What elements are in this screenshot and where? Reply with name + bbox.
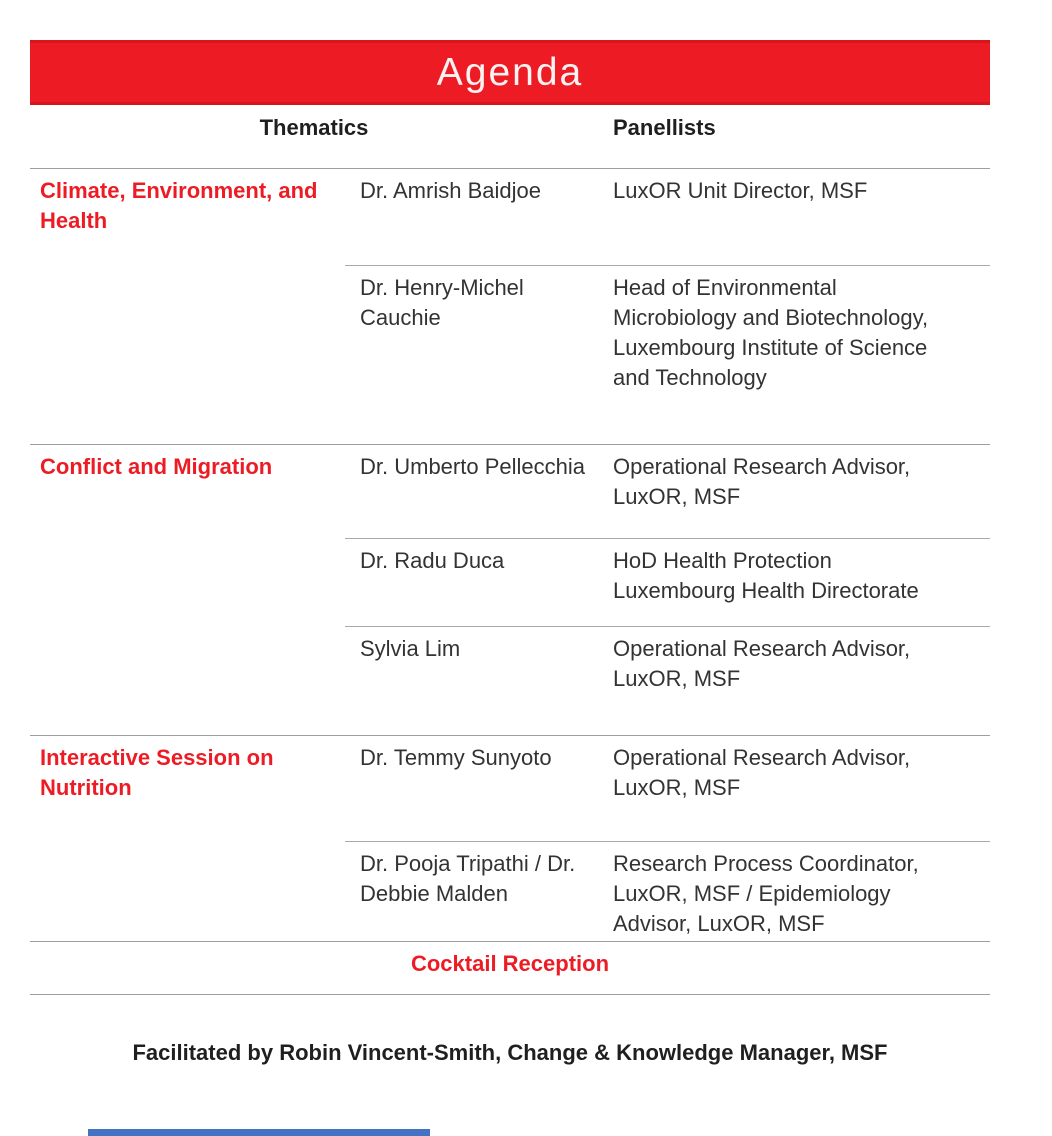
section-rows: [345, 169, 990, 444]
section-conflict-migration: [30, 444, 990, 735]
theme-label: Conflict and Migration: [40, 454, 273, 479]
panelist-name: Dr. Radu Duca: [360, 548, 505, 573]
table-row: [345, 626, 990, 735]
section-rows: [345, 736, 990, 941]
section-interactive-nutrition: [30, 735, 990, 941]
column-header-row: [30, 105, 990, 168]
table-row: [345, 538, 990, 626]
panelist-role: Operational Research Advisor, LuxOR, MSF: [613, 636, 911, 691]
table-row: [345, 265, 990, 444]
panelist-role: HoD Health Protection Luxembourg Health Directorate: [613, 548, 919, 603]
panelist-role: LuxOR Unit Director, MSF: [613, 178, 868, 203]
panelist-name: Dr. Temmy Sunyoto: [360, 745, 552, 770]
panelist-role: Operational Research Advisor, LuxOR, MSF: [613, 454, 911, 509]
theme-label: Climate, Environment, and Health: [40, 178, 318, 233]
table-row: [345, 169, 990, 265]
panelist-role: Head of Environmental Microbiology and Biotechnology, Luxembourg Institute of Science and Technology: [613, 275, 929, 390]
facilitator-note: Facilitated by Robin Vincent-Smith, Change & Knowledge Manager, MSF: [132, 1040, 888, 1065]
agenda-table: [30, 105, 990, 995]
panelist-name: Dr. Umberto Pellecchia: [360, 454, 585, 479]
theme-label: Interactive Session on Nutrition: [40, 745, 274, 800]
panelist-name: Dr. Henry-Michel Cauchie: [360, 275, 524, 330]
col-header-thematics: Thematics: [259, 115, 369, 140]
table-row: [345, 445, 990, 538]
panelist-name: Dr. Pooja Tripathi / Dr. Debbie Malden: [360, 851, 576, 906]
section-climate-environment-health: [30, 168, 990, 444]
bottom-accent-bar: [88, 1129, 430, 1136]
panelist-role: Operational Research Advisor, LuxOR, MSF: [613, 745, 911, 800]
table-row: [345, 736, 990, 841]
agenda-title-band: [30, 40, 990, 105]
panelist-role: Research Process Coordinator, LuxOR, MSF / Epidemiology Advisor, LuxOR, MSF: [613, 851, 919, 936]
cocktail-reception-row: Cocktail Reception: [30, 941, 990, 995]
page-title: Agenda: [436, 50, 584, 94]
panelist-name: Sylvia Lim: [360, 636, 461, 661]
section-rows: [345, 445, 990, 735]
panelist-name: Dr. Amrish Baidjoe: [360, 178, 541, 203]
table-row: [345, 841, 990, 941]
col-header-panellists: Panellists: [613, 115, 716, 140]
